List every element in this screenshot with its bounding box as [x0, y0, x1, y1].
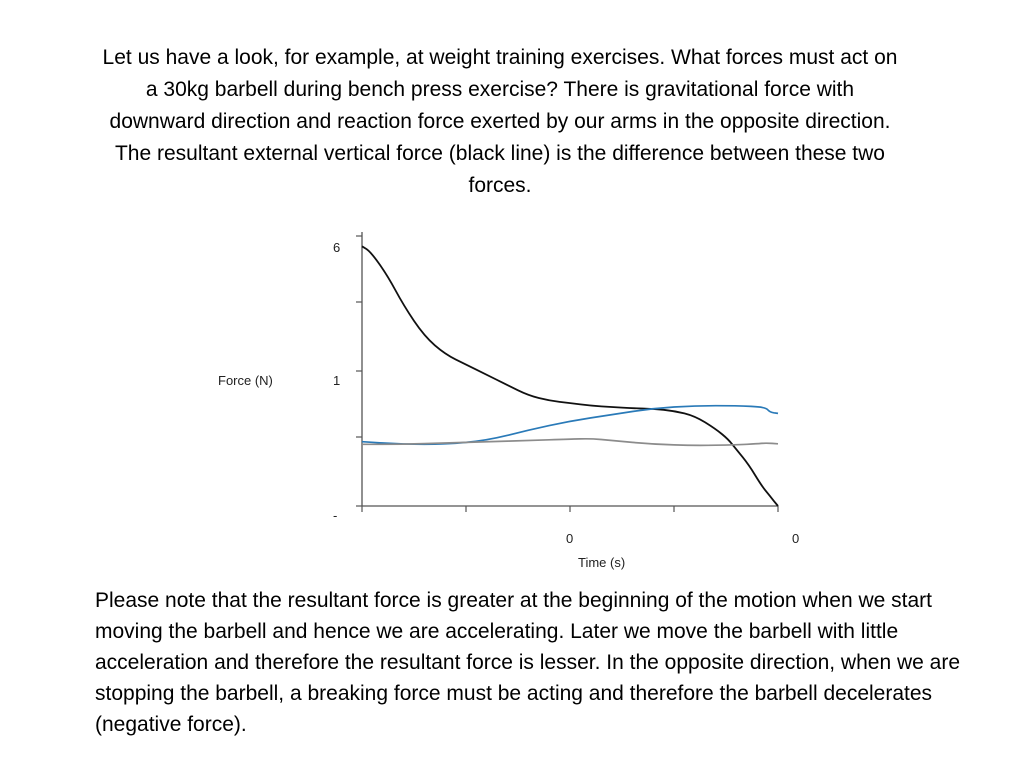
chart-axes [356, 232, 778, 512]
y-axis-label: Force (N) [218, 373, 273, 388]
x-tick-label: 0 [566, 531, 574, 546]
series-line-1 [362, 246, 778, 506]
intro-paragraph: Let us have a look, for example, at weight training exercises. What forces must act on a 30kg barbell during bench press exercise? There is gravitational force with downward direction and reaction force exerted by our arms in the opposite direction. The resultant external vertical force (black line) is the difference between these two forces. [102, 46, 898, 197]
series-line-2 [362, 406, 778, 445]
y-tick-label: 1 [333, 373, 341, 388]
chart-labels [218, 240, 799, 570]
series-line-3 [362, 439, 778, 446]
y-tick-label: 6 [333, 240, 341, 255]
chart-series-layer [362, 246, 778, 506]
y-tick-label: - [333, 508, 338, 523]
explanation-paragraph: Please note that the resultant force is greater at the beginning of the motion when we start moving the barbell and hence we are accelerating. Later we move the barbell with little acceleration and therefore the resultant force is lesser. In the opposite direction, when we are stopping the barbell, a breaking force must be acting and therefore the barbell decelerates (negative force). [95, 589, 960, 736]
x-axis-label: Time (s) [578, 555, 626, 570]
x-tick-label: 0 [792, 531, 800, 546]
